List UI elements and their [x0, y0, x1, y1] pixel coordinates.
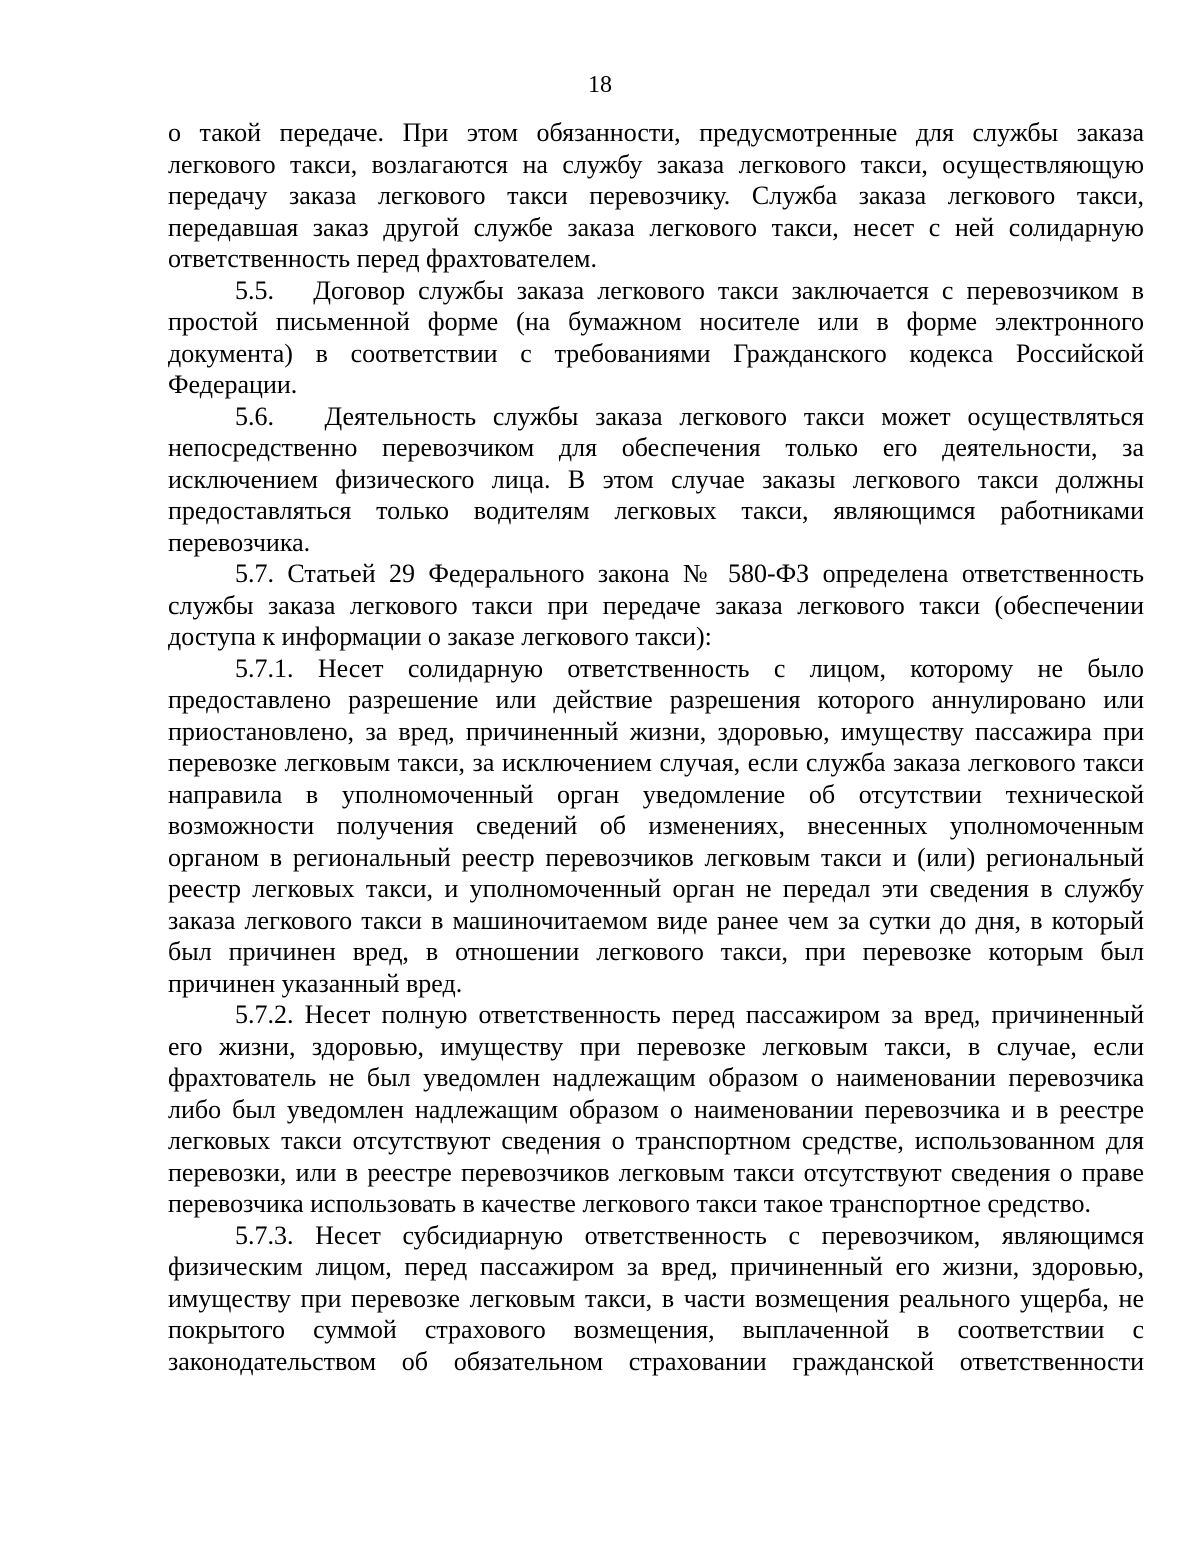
paragraph-5-7-1: 5.7.1. Несет солидарную ответственность с лицом, которому не было предоставлено разрешение или действие разрешения которого аннулировано или приостановлено, за вред, причиненный жизни, здоровью, имуществу пассажира при перевозке легковым такси, за исключением случая, если служба заказа легкового такси направила в уполномоченный орган уведомление об отсутствии технической возможности получения сведений об изменениях, внесенных уполномоченным органом в региональный реестр перевозчиков легковым такси и (или) региональный реестр легковых такси, и уполномоченный орган не передал эти сведения в службу заказа легкового такси в машиночитаемом виде ранее чем за сутки до дня, в который был причинен вред, в отношении легкового такси, при перевозке которым был причинен указанный вред. [168, 653, 1144, 998]
paragraph-5-5: 5.5. Договор службы заказа легкового такси заключается с перевозчиком в простой письменной форме (на бумажном носителе или в форме электронного документа) в соответствии с требованиями Гражданского кодекса Российской Федерации. [168, 275, 1144, 399]
paragraph-continuation: о такой передаче. При этом обязанности, предусмотренные для службы заказа легкового такси, возлагаются на службу заказа легкового такси, осуществляющую передачу заказа легкового такси перевозчику. Служба заказа легкового такси, передавшая заказ другой службе заказа легкового такси, несет с ней солидарную ответственность перед фрахтователем. [168, 118, 1144, 273]
paragraph-5-7-3: 5.7.3. Несет субсидиарную ответственность с перевозчиком, являющимся физическим лицом, перед пассажиром за вред, причиненный его жизни, здоровью, имуществу при перевозке легковым такси, в части возмещения реального ущерба, не покрытого суммой страхового возмещения, выплаченной в соответствии с законодательством об обязательном страховании гражданской ответственности [168, 1220, 1144, 1376]
page-number: 18 [588, 72, 612, 98]
paragraph-5-6: 5.6. Деятельность службы заказа легкового такси может осуществляться непосредственно перевозчиком для обеспечения только его деятельности, за исключением физического лица. В этом случае заказы легкового такси должны предоставляться только водителям легковых такси, являющимся работниками перевозчика. [168, 401, 1144, 557]
paragraph-5-7-2: 5.7.2. Несет полную ответственность перед пассажиром за вред, причиненный его жизни, здоровью, имуществу при перевозке легковым такси, в случае, если фрахтователь не был уведомлен надлежащим образом о наименовании перевозчика либо был уведомлен надлежащим образом о наименовании перевозчика и в реестре легковых такси отсутствуют сведения о транспортном средстве, использованном для перевозки, или в реестре перевозчиков легковым такси отсутствуют сведения о праве перевозчика использовать в качестве легкового такси такое транспортное средство. [168, 1000, 1144, 1218]
document-body [168, 117, 1144, 1377]
paragraph-5-7: 5.7. Статьей 29 Федерального закона № 580-ФЗ определена ответственность службы заказа легкового такси при передаче заказа легкового такси (обеспечении доступа к информации о заказе легкового такси): [168, 559, 1144, 651]
